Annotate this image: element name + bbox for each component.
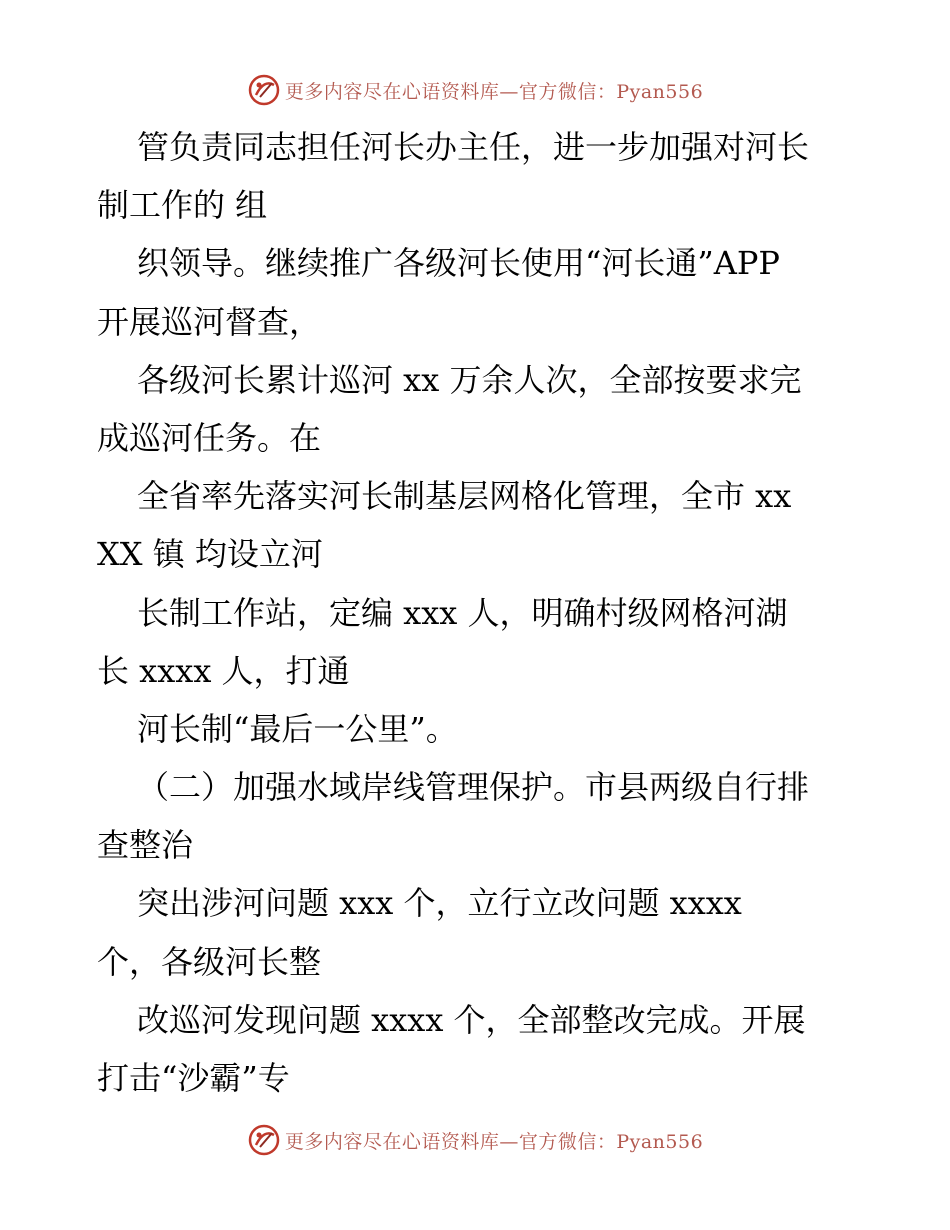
footer-banner-text: 更多内容尽在心语资料库—官方微信：Pyan556 [284, 1130, 704, 1153]
text-line-14: 突出涉河问题 xxx 个，立行立改问题 xxxx [137, 884, 742, 923]
text-line-15: 个，各级河长整 [97, 942, 322, 981]
text-line-11: 河长制“最后一公里”。 [137, 709, 458, 748]
text-line-3: 织领导。继续推广各级河长使用“河长通”APP [137, 244, 780, 283]
text-line-8: XX 镇 均设立河 [97, 535, 323, 574]
text-line-10: 长 xxxx 人，打通 [97, 651, 350, 690]
text-line-7: 全省率先落实河长制基层网格化管理，全市 xx [137, 477, 792, 516]
text-line-5: 各级河长累计巡河 xx 万余人次，全部按要求完 [137, 360, 802, 399]
header-watermark-banner [0, 70, 950, 110]
text-line-12: （二）加强水域岸线管理保护。市县两级自行排 [137, 768, 810, 807]
footer-watermark-banner [0, 1120, 950, 1160]
text-line-13: 查整治 [97, 826, 194, 865]
brand-logo-icon [247, 73, 281, 107]
text-line-2: 制工作的 组 [97, 186, 268, 225]
text-line-6: 成巡河任务。在 [97, 418, 322, 457]
document-body [97, 118, 857, 1107]
brand-logo-icon [247, 1123, 281, 1157]
header-banner-text: 更多内容尽在心语资料库—官方微信：Pyan556 [284, 80, 704, 103]
text-line-16: 改巡河发现问题 xxxx 个，全部整改完成。开展 [137, 1000, 806, 1039]
text-line-17: 打击“沙霸”专 [97, 1059, 290, 1097]
text-line-9: 长制工作站，定编 xxx 人，明确村级网格河湖 [137, 593, 788, 632]
text-line-4: 开展巡河督查， [97, 302, 322, 341]
text-line-1: 管负责同志担任河长办主任，进一步加强对河长 [137, 128, 810, 166]
